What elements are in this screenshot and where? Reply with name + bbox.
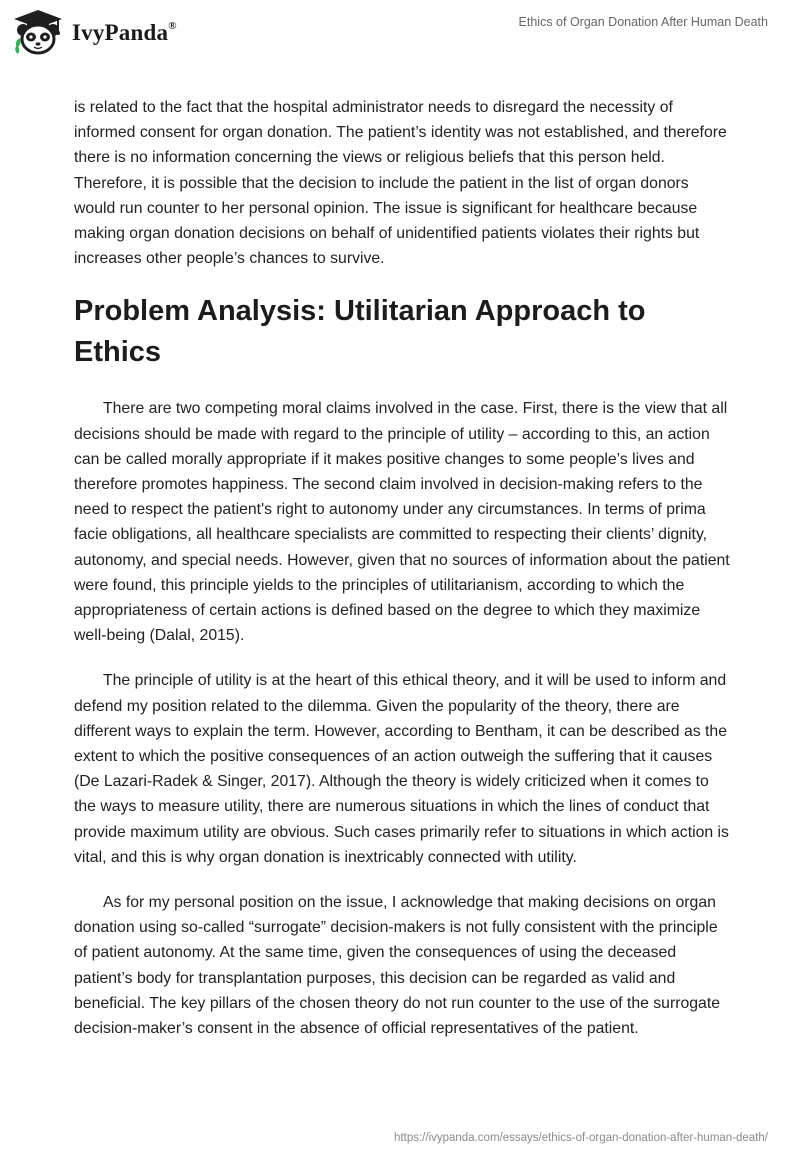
section-heading: Problem Analysis: Utilitarian Approach to Ethics: [74, 295, 646, 369]
registered-mark: ®: [168, 20, 177, 33]
body-paragraph: As for my personal position on the issue, I acknowledge that making decisions on organ donation using so-called “surrogate” decision-makers is not fully consistent with the principle of patient autonomy. At the same time, given the consequences of using the deceased patient’s body for transplantation purposes, this decision can be regarded as valid and beneficial. The key pillars of the chosen theory do not run counter to the use of the surrogate decision-maker’s consent in the absence of official representatives of the patient.: [74, 894, 721, 1038]
body-paragraph: The principle of utility is at the heart of this ethical theory, and it will be used to inform and defend my position related to the dilemma. Given the popularity of the theory, there are different ways to explain the term. However, according to Bentham, it can be described as the extent to which the positive consequences of an action outweigh the suffering that it causes (De Lazari-Radek & Singer, 2017). Although the theory is widely criticized when it comes to the ways to measure utility, there are numerous situations in which the lines of conduct that provide maximum utility are obvious. Such cases primarily refer to situations in which action is vital, and this is why organ donation is inextricably connected with utility.: [74, 672, 729, 866]
body-paragraph: There are two competing moral claims involved in the case. First, there is the view that all decisions should be made with regard to the principle of utility – according to this, an action can be called morally appropriate if it makes positive changes to some people’s lives and therefore promotes happiness. The second claim involved in decision-making refers to the need to respect the patient's right to autonomy under any circumstances. In terms of prima facie obligations, all healthcare specialists are committed to respecting their clients’ dignity, autonomy, and special needs. However, given that no sources of information about the patient were found, this principle yields to the principles of utilitarianism, according to which the appropriateness of certain actions is defined based on the degree to which they maximize well-being (Dalal, 2015).: [74, 400, 730, 645]
brand-logo[interactable]: [12, 8, 177, 58]
essay-body: [74, 95, 730, 1061]
page-header: [0, 0, 800, 70]
document-title: Ethics of Organ Donation After Human Death: [518, 15, 768, 29]
intro-paragraph: is related to the fact that the hospital administrator needs to disregard the necessity of informed consent for organ donation. The patient’s identity was not established, and therefore there is no information concerning the views or religious beliefs that this person held. Therefore, it is possible that the decision to include the patient in the list of organ donors would run counter to her personal opinion. The issue is significant for healthcare because making organ donation decisions on behalf of unidentified patients violates their rights but increases other people’s chances to survive.: [74, 99, 727, 268]
source-url[interactable]: https://ivypanda.com/essays/ethics-of-organ-donation-after-human-death/: [394, 1132, 768, 1144]
brand-name-text: IvyPanda: [72, 20, 169, 45]
panda-graduate-icon: [12, 8, 64, 58]
brand-name: [72, 20, 177, 46]
